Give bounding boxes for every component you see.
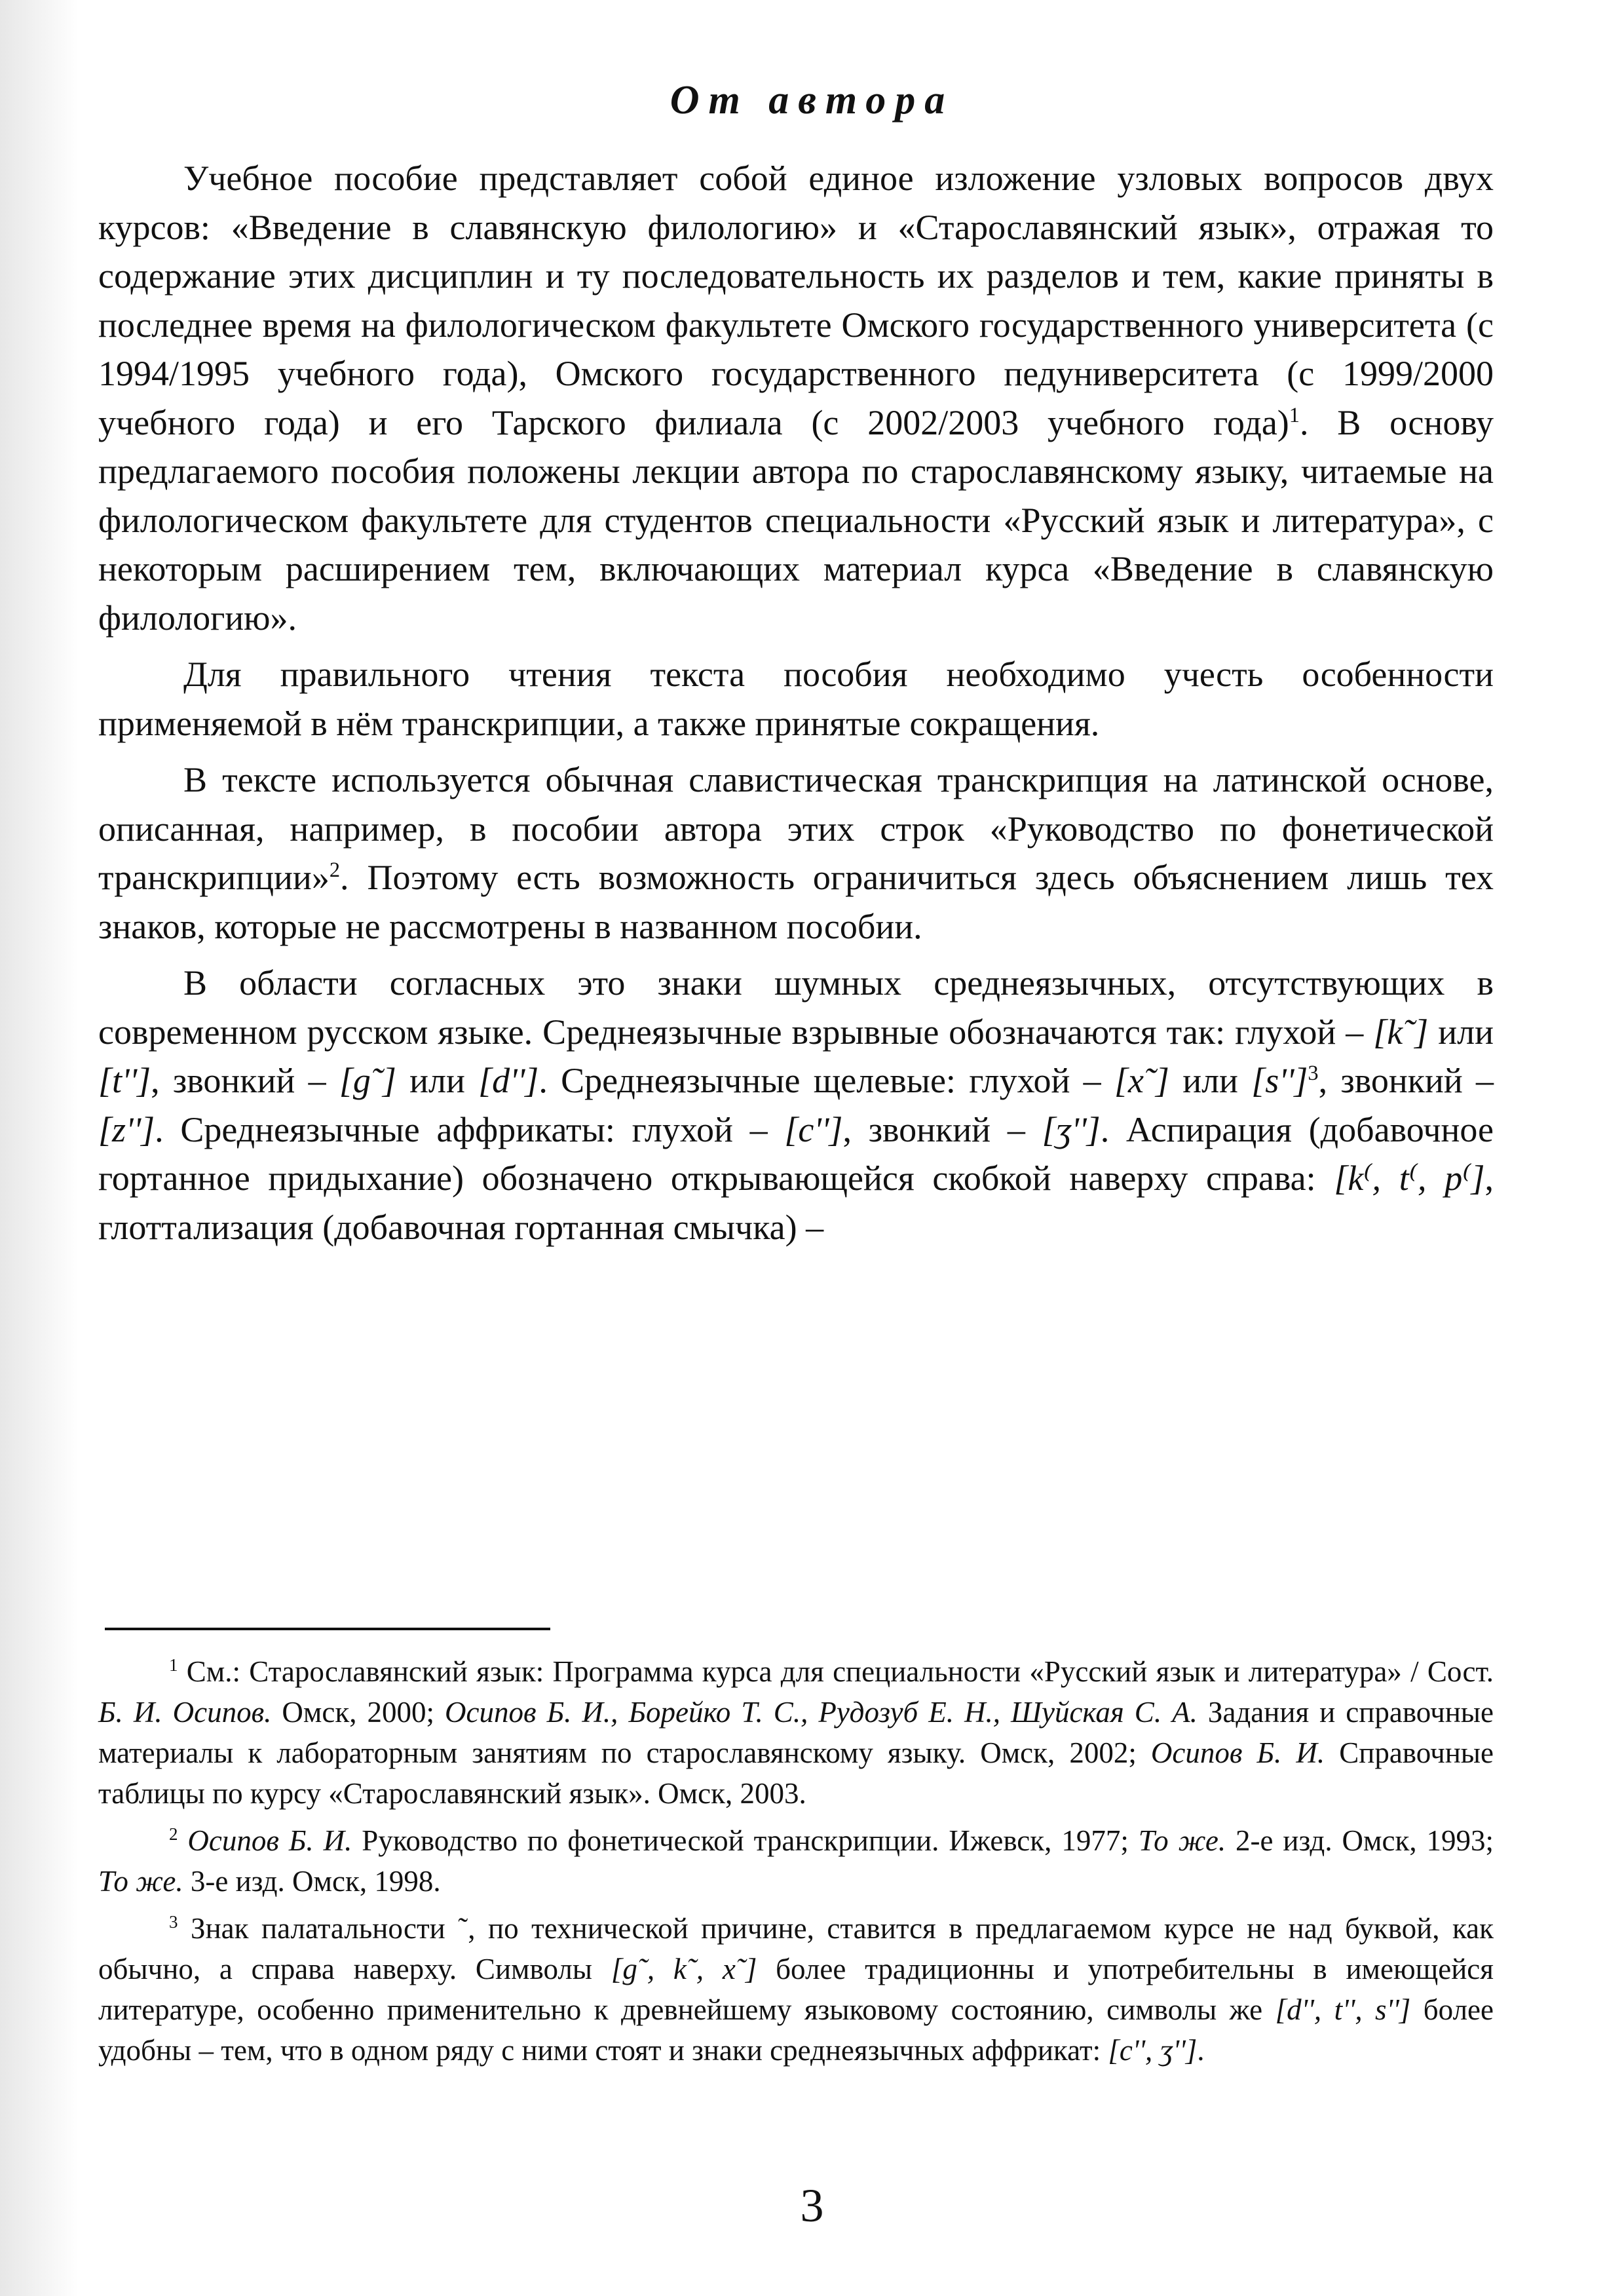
footnote-number: 1: [169, 1655, 178, 1675]
footnote-separator: [105, 1628, 550, 1630]
scan-shadow-edge: [0, 0, 79, 2296]
transcription-symbol: [c'']: [784, 1109, 843, 1149]
footnote-1: $^1$ См.: Старославянский язык: Программа курса для специальности «Русский язык и литература» / Сост. Б. И. Осипов. Омск, 2000; Осипов Б. И., Борейко Т. С., Рудозуб Е. Н., Шуйская С. А. Задания и справочные материалы к лабораторным занятиям по старославянскому языку. Омск, 2002; Осипов Б. И. Справочные таблицы по курсу «Старославянский язык». Омск, 2003.: [98, 1655, 1494, 1810]
main-text: [98, 154, 1494, 1259]
transcription-symbol: [k˜]: [1373, 1012, 1429, 1052]
paragraph-4: В области согласных это знаки шумных среднеязычных, отсутствующих в современном русском языке. Среднеязычные взрывные обозначаются так: глухой – [k˜] или [t''], звонкий – [g˜] или [d'']. Среднеязычные щелевые: глухой – [x˜] или $[s'']^3$, звонкий – [z'']. Среднеязычные аффрикаты: глухой – [c''], звонкий – [ʒ'']. Аспирация (добавочное гортанное придыхание) обозначено открывающейся скобкой наверху справа: [k⁽, t⁽, p⁽], глоттализация (добавочная гортанная смычка) –: [98, 963, 1494, 1247]
footnote-3: $^3$ Знак палатальности ˜, по технической причине, ставится в предлагаемом курсе не над буквой, как обычно, а справа наверху. Символы [g˜, k˜, x˜] более традиционны и употребительны в имеющейся литературе, особенно применительно к древнейшему языковому состоянию, символы же [d'', t'', s''] более удобны – тем, что в одном ряду с ними стоят и знаки среднеязычных аффрикат: [c'', ʒ''].: [98, 1912, 1494, 2067]
footnote-ref-1: 1: [1289, 403, 1300, 427]
paragraph-2: Для правильного чтения текста пособия необходимо учесть особенности применяемой в нём транскрипции, а также принятые сокращения.: [98, 655, 1494, 743]
transcription-symbol: [d'']: [478, 1061, 539, 1100]
footnote-ref-2: 2: [329, 858, 341, 882]
footnote-2: $^2$ Осипов Б. И. Руководство по фонетической транскрипции. Ижевск, 1977; То же. 2-е изд. Омск, 1993; То же. 3-е изд. Омск, 1998.: [98, 1824, 1494, 1898]
transcription-symbol: [g˜]: [339, 1061, 396, 1100]
transcription-symbol: [z'']: [98, 1109, 155, 1149]
page-number: 3: [800, 2179, 824, 2232]
footnote-ref-3: 3: [1308, 1062, 1319, 1085]
transcription-symbol: [x˜]: [1114, 1061, 1169, 1100]
footnotes: [98, 1651, 1494, 2077]
footnote-number: 2: [169, 1824, 178, 1844]
transcription-symbol: [ʒ'']: [1042, 1109, 1101, 1149]
footnote-number: 3: [169, 1912, 178, 1932]
transcription-symbol: [k⁽, t⁽, p⁽]: [1334, 1158, 1485, 1198]
paragraph-1: Учебное пособие представляет собой единое изложение узловых вопросов двух курсов: «Введение в славянскую филологию» и «Старославянский язык», отражая то содержание этих дисциплин и ту последовательность их разделов и тем, какие приняты в последнее время на филологическом факультете Омского государственного университета (с 1994/1995 учебного года), Омского государственного педуниверситета (с 1999/2000 учебного года) и его Тарского филиала (с 2002/2003 учебного года)$^1$. В основу предлагаемого пособия положены лекции автора по старославянскому языку, читаемые на филологическом факультете для студентов специальности «Русский язык и литература», с некоторым расширением тем, включающих материал курса «Введение в славянскую филологию».: [98, 159, 1494, 638]
transcription-symbol: [t'']: [98, 1061, 151, 1100]
page-title: От автора: [670, 78, 954, 123]
paragraph-3: В тексте используется обычная славистическая транскрипция на латинской основе, описанная, например, в пособии автора этих строк «Руководство по фонетической транскрипции»$^2$. Поэтому есть возможность ограничиться здесь объяснением лишь тех знаков, которые не рассмотрены в названном пособии.: [98, 760, 1494, 946]
transcription-symbol: [s'']: [1251, 1061, 1308, 1100]
